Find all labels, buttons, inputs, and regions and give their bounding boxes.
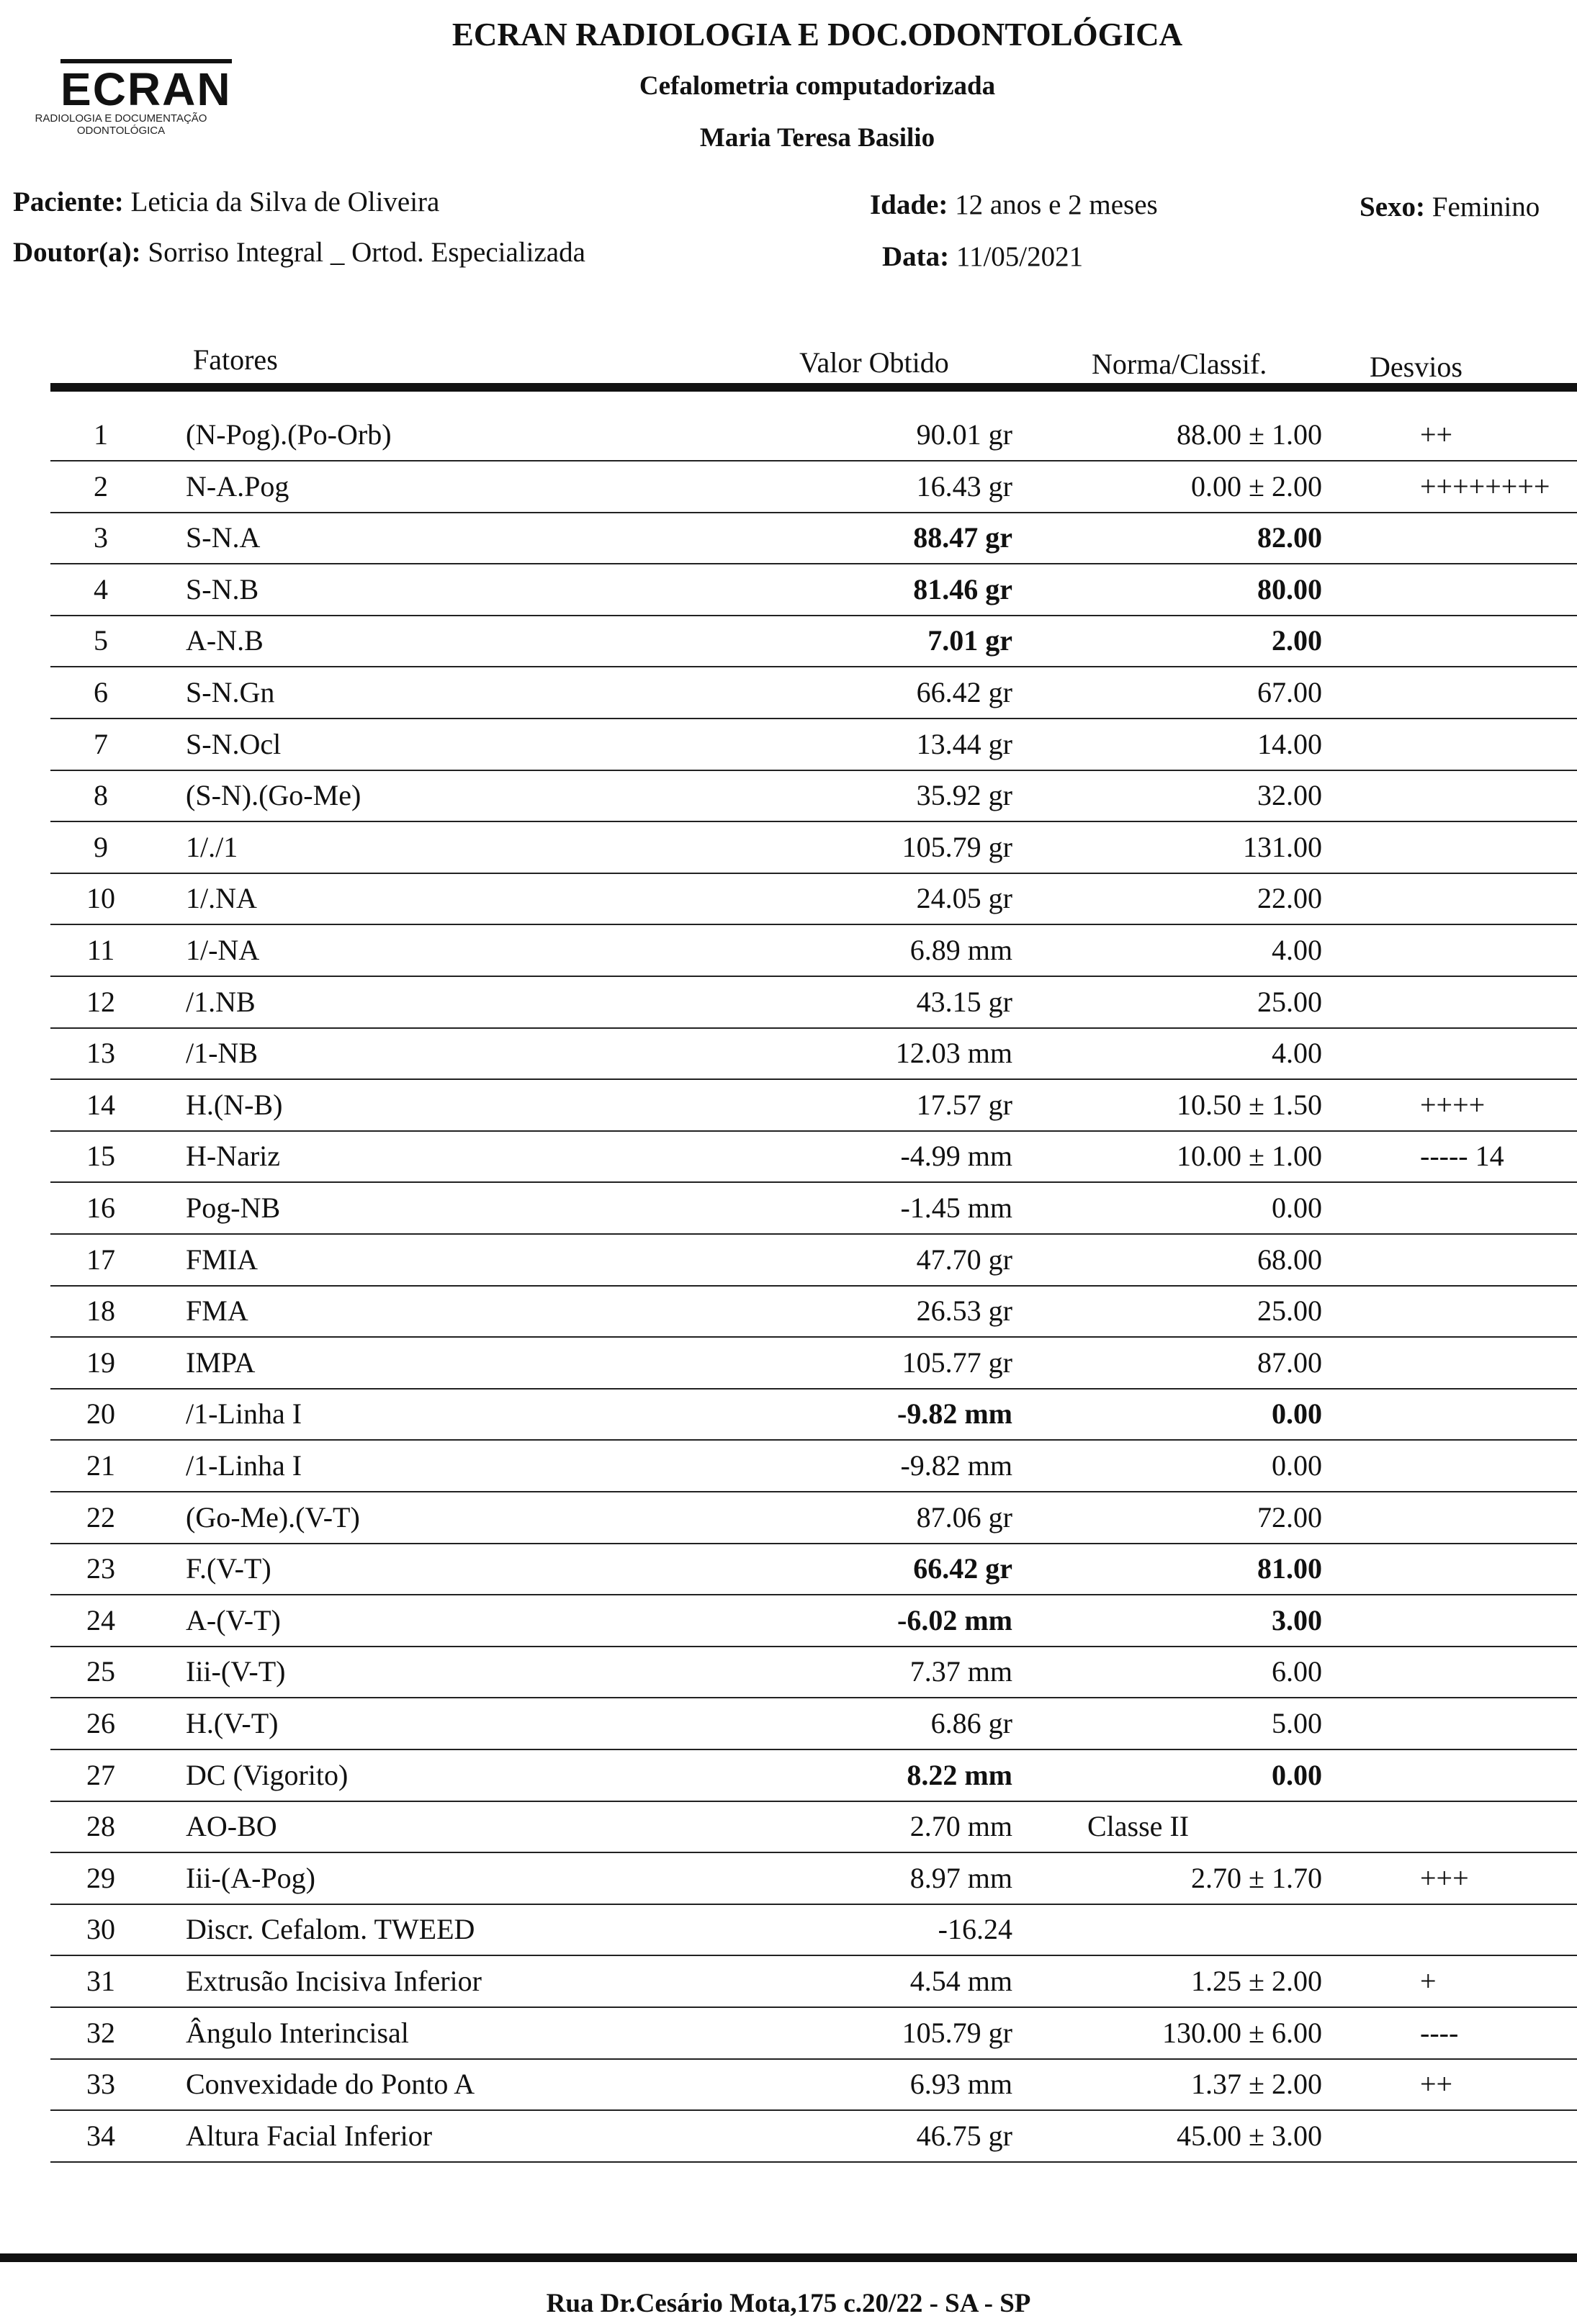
row-factor: IMPA [186, 1346, 256, 1379]
table-row [50, 615, 1577, 667]
row-norm: 67.00 [1257, 676, 1322, 708]
row-norm: 22.00 [1257, 882, 1322, 915]
row-number: 19 [86, 1346, 115, 1379]
row-factor: /1-Linha I [186, 1397, 302, 1431]
row-value: 26.53 gr [916, 1294, 1012, 1328]
table-row [50, 667, 1577, 719]
row-factor: Iii-(V-T) [186, 1655, 286, 1688]
row-norm: 4.00 [1272, 1037, 1322, 1070]
patient-sex: Feminino [1432, 192, 1540, 222]
report-title: ECRAN RADIOLOGIA E DOC.ODONTOLÓGICA [451, 17, 1183, 53]
row-norm: 45.00 ± 3.00 [1177, 2119, 1322, 2152]
table-row [50, 770, 1577, 822]
table-row [50, 924, 1577, 977]
table-row [50, 1027, 1577, 1080]
table-row [50, 512, 1577, 564]
row-value: -4.99 mm [900, 1140, 1012, 1173]
row-deviation: ----- 14 [1420, 1140, 1504, 1173]
row-value: 105.79 gr [902, 2016, 1012, 2049]
row-value: 87.06 gr [916, 1500, 1012, 1533]
row-deviation: + [1420, 1965, 1437, 1997]
row-value: -9.82 mm [897, 1397, 1012, 1431]
table-row [50, 1234, 1577, 1287]
table-row [50, 1492, 1577, 1544]
row-factor: /1.NB [186, 985, 256, 1018]
row-number: 10 [86, 882, 115, 915]
row-number: 22 [86, 1500, 115, 1533]
table-top-rule [50, 383, 1577, 392]
row-number: 25 [86, 1655, 115, 1688]
row-factor: AO-BO [186, 1810, 277, 1843]
row-number: 1 [94, 418, 108, 451]
row-number: 13 [86, 1037, 115, 1070]
row-number: 24 [86, 1603, 115, 1636]
row-value: 6.89 mm [909, 934, 1012, 966]
row-number: 23 [86, 1552, 115, 1585]
row-factor: Discr. Cefalom. TWEED [186, 1913, 475, 1946]
row-factor: (S-N).(Go-Me) [186, 779, 361, 812]
row-number: 4 [94, 572, 108, 605]
row-number: 26 [86, 1707, 115, 1739]
row-number: 8 [94, 779, 108, 812]
table-row [50, 1337, 1577, 1390]
row-factor: Convexidade do Ponto A [186, 2068, 475, 2101]
row-value: 66.42 gr [913, 1552, 1012, 1585]
row-factor: S-N.A [186, 521, 261, 554]
row-norm: 80.00 [1257, 572, 1322, 605]
row-deviation: ++++++++ [1420, 469, 1550, 503]
row-number: 9 [94, 830, 108, 863]
row-norm: 10.50 ± 1.50 [1177, 1088, 1322, 1121]
row-value: 6.93 mm [909, 2068, 1012, 2101]
row-factor: H.(V-T) [186, 1707, 279, 1739]
row-norm: 5.00 [1272, 1707, 1322, 1739]
row-deviation: ++ [1420, 2068, 1453, 2101]
row-value: 90.01 gr [916, 418, 1012, 451]
row-norm: 4.00 [1272, 934, 1322, 966]
row-factor: /1-NB [186, 1037, 258, 1070]
row-value: 47.70 gr [916, 1243, 1012, 1276]
row-value: 7.37 mm [909, 1655, 1012, 1688]
row-norm: 0.00 ± 2.00 [1191, 469, 1322, 503]
table-row [50, 1182, 1577, 1235]
row-number: 27 [86, 1758, 115, 1791]
row-value: 13.44 gr [916, 727, 1012, 760]
row-factor: A-N.B [186, 624, 264, 657]
table-row [50, 1130, 1577, 1183]
row-value: 6.86 gr [930, 1707, 1012, 1739]
age-label: Idade: [870, 189, 948, 220]
row-value: 8.22 mm [907, 1758, 1012, 1791]
report-subtitle: Cefalometria computadorizada [639, 71, 996, 101]
row-factor: S-N.Ocl [186, 727, 282, 760]
table-row [50, 409, 1577, 461]
logo-subtitle-line1: RADIOLOGIA E DOCUMENTAÇÃO [35, 112, 207, 125]
row-factor: Altura Facial Inferior [186, 2119, 433, 2152]
patient-name: Leticia da Silva de Oliveira [130, 186, 440, 217]
row-norm: 0.00 [1272, 1397, 1322, 1431]
logo-wordmark: ECRAN [60, 59, 232, 112]
table-row [50, 821, 1577, 874]
row-norm: 1.25 ± 2.00 [1191, 1965, 1322, 1997]
table-row [50, 873, 1577, 925]
table-row [50, 1646, 1577, 1698]
row-number: 31 [86, 1965, 115, 1997]
table-row [50, 1440, 1577, 1492]
col-header-deviation: Desvios [1370, 351, 1463, 383]
row-factor: H.(N-B) [186, 1088, 283, 1121]
age-info [870, 189, 1158, 221]
row-norm: 2.70 ± 1.70 [1191, 1861, 1322, 1894]
row-number: 11 [86, 934, 115, 966]
table-row [50, 1852, 1577, 1905]
row-deviation: ---- [1420, 2016, 1459, 2049]
col-header-factors: Fatores [193, 343, 278, 376]
row-value: -9.82 mm [900, 1449, 1012, 1482]
row-value: 43.15 gr [916, 985, 1012, 1018]
row-number: 14 [86, 1088, 115, 1121]
row-factor: 1/.NA [186, 882, 257, 915]
row-norm: 0.00 [1272, 1449, 1322, 1482]
row-number: 12 [86, 985, 115, 1018]
col-header-norm: Norma/Classif. [1092, 348, 1267, 380]
report-date: 11/05/2021 [956, 241, 1084, 272]
row-value: 88.47 gr [913, 521, 1012, 554]
row-norm: 3.00 [1272, 1603, 1322, 1636]
table-row [50, 461, 1577, 513]
row-norm: 25.00 [1257, 985, 1322, 1018]
table-row [50, 976, 1577, 1029]
row-factor: S-N.B [186, 572, 259, 605]
table-row [50, 1388, 1577, 1441]
col-header-value: Valor Obtido [799, 346, 949, 379]
row-value: 66.42 gr [916, 676, 1012, 708]
row-number: 33 [86, 2068, 115, 2101]
date-label: Data: [882, 241, 950, 272]
patient-age: 12 anos e 2 meses [955, 189, 1158, 220]
row-factor: Pog-NB [186, 1192, 281, 1224]
row-deviation: +++ [1420, 1861, 1469, 1894]
row-number: 28 [86, 1810, 115, 1843]
row-factor: (Go-Me).(V-T) [186, 1500, 360, 1533]
row-norm: 87.00 [1257, 1346, 1322, 1379]
row-norm: 72.00 [1257, 1500, 1322, 1533]
row-number: 29 [86, 1861, 115, 1894]
table-row [50, 1543, 1577, 1595]
row-number: 20 [86, 1397, 115, 1431]
row-value: 2.70 mm [909, 1810, 1012, 1843]
row-norm: 0.00 [1272, 1758, 1322, 1791]
row-norm: 25.00 [1257, 1294, 1322, 1328]
table-row [50, 1955, 1577, 2008]
row-norm: 10.00 ± 1.00 [1177, 1140, 1322, 1173]
row-norm: 82.00 [1257, 521, 1322, 554]
row-norm: 81.00 [1257, 1552, 1322, 1585]
doctor-info [13, 236, 585, 269]
row-norm: 0.00 [1272, 1192, 1322, 1224]
date-info [882, 240, 1083, 273]
table-row [50, 1698, 1577, 1750]
row-deviation: ++++ [1420, 1088, 1486, 1121]
row-deviation: ++ [1420, 418, 1453, 451]
row-factor: (N-Pog).(Po-Orb) [186, 418, 392, 451]
row-value: 17.57 gr [916, 1088, 1012, 1121]
table-row [50, 2110, 1577, 2163]
row-factor: Ângulo Interincisal [186, 2016, 409, 2049]
table-row [50, 2058, 1577, 2111]
row-factor: F.(V-T) [186, 1552, 271, 1585]
row-number: 17 [86, 1243, 115, 1276]
row-number: 6 [94, 676, 108, 708]
footer-rule [0, 2253, 1577, 2262]
row-factor: Extrusão Incisiva Inferior [186, 1965, 482, 1997]
row-factor: /1-Linha I [186, 1449, 302, 1482]
row-value: 105.77 gr [902, 1346, 1012, 1379]
row-number: 18 [86, 1294, 115, 1328]
row-number: 2 [94, 469, 108, 503]
row-number: 16 [86, 1192, 115, 1224]
table-row [50, 1079, 1577, 1132]
row-value: 4.54 mm [909, 1965, 1012, 1997]
row-number: 30 [86, 1913, 115, 1946]
sex-info [1360, 191, 1540, 223]
row-value: 46.75 gr [916, 2119, 1012, 2152]
row-number: 3 [94, 521, 108, 554]
row-value: 35.92 gr [916, 779, 1012, 812]
table-row [50, 2007, 1577, 2060]
row-factor: S-N.Gn [186, 676, 275, 708]
row-value: -16.24 [938, 1913, 1012, 1946]
row-value: 7.01 gr [927, 624, 1012, 657]
row-factor: FMA [186, 1294, 248, 1328]
row-norm: 131.00 [1243, 830, 1322, 863]
row-factor: DC (Vigorito) [186, 1758, 349, 1791]
table-row [50, 1749, 1577, 1802]
row-value: 24.05 gr [916, 882, 1012, 915]
row-value: -6.02 mm [897, 1603, 1012, 1636]
row-norm: 1.37 ± 2.00 [1191, 2068, 1322, 2101]
row-value: 81.46 gr [913, 572, 1012, 605]
row-factor: A-(V-T) [186, 1603, 281, 1636]
row-value: 16.43 gr [916, 469, 1012, 503]
row-value: 8.97 mm [909, 1861, 1012, 1894]
row-number: 5 [94, 624, 108, 657]
row-factor: H-Nariz [186, 1140, 281, 1173]
row-factor: Iii-(A-Pog) [186, 1861, 315, 1894]
patient-label: Paciente: [13, 186, 124, 217]
row-value: -1.45 mm [900, 1192, 1012, 1224]
table-row [50, 564, 1577, 616]
row-norm: 68.00 [1257, 1243, 1322, 1276]
row-number: 15 [86, 1140, 115, 1173]
row-value: 12.03 mm [895, 1037, 1012, 1070]
row-factor: N-A.Pog [186, 469, 289, 503]
row-number: 32 [86, 2016, 115, 2049]
row-norm: 88.00 ± 1.00 [1177, 418, 1322, 451]
footer-address: Rua Dr.Cesário Mota,175 c.20/22 - SA - SP [546, 2289, 1031, 2318]
sex-label: Sexo: [1360, 192, 1425, 222]
row-number: 21 [86, 1449, 115, 1482]
table-row [50, 719, 1577, 771]
row-value: 105.79 gr [902, 830, 1012, 863]
row-norm: 2.00 [1272, 624, 1322, 657]
row-number: 34 [86, 2119, 115, 2152]
table-row [50, 1904, 1577, 1956]
row-norm: 32.00 [1257, 779, 1322, 812]
row-norm: Classe II [1087, 1810, 1190, 1843]
row-norm: 6.00 [1272, 1655, 1322, 1688]
report-author: Maria Teresa Basilio [699, 123, 935, 153]
row-norm: 14.00 [1257, 727, 1322, 760]
row-norm: 130.00 ± 6.00 [1162, 2016, 1322, 2049]
row-factor: 1/./1 [186, 830, 238, 863]
row-number: 7 [94, 727, 108, 760]
patient-info [13, 186, 439, 218]
row-factor: 1/-NA [186, 934, 260, 966]
row-factor: FMIA [186, 1243, 259, 1276]
doctor-name: Sorriso Integral _ Ortod. Especializada [148, 237, 585, 268]
doctor-label: Doutor(a): [13, 237, 141, 268]
table-row [50, 1285, 1577, 1338]
table-row [50, 1595, 1577, 1647]
table-row [50, 1801, 1577, 1853]
logo-subtitle-line2: ODONTOLÓGICA [76, 125, 166, 137]
